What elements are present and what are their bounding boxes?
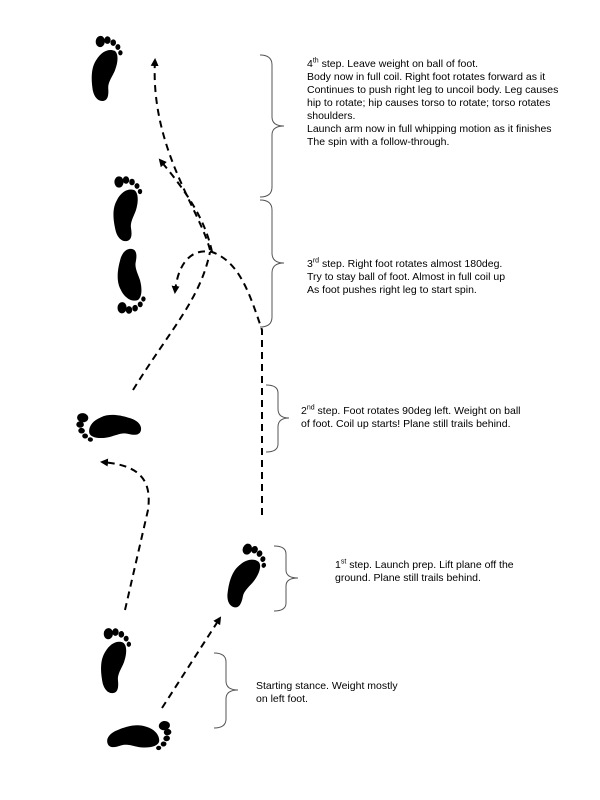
step-4-line [307,97,558,110]
step-4-line [307,58,558,71]
step-4-line [307,84,558,97]
note-step-3 [307,258,505,297]
step-3-line-text: Try to stay ball of foot. Almost in full coil up [307,271,506,283]
step-4-line-text: Body now in full coil. Right foot rotates forward as it [307,71,546,83]
step-1-line [335,559,514,572]
step-2-ordinal-suffix: nd [306,404,315,412]
left-foot-start-4th-icon [90,35,124,102]
brace-step-4 [260,55,284,197]
left-foot-3rd-icon [113,176,142,241]
step-3-step-number: 3 [307,258,313,270]
step-4-line [307,136,558,149]
step-2-line [301,405,521,418]
path-1st-to-3rd [175,251,262,515]
right-foot-start-icon [105,719,174,759]
right-foot-2nd-icon [75,412,142,446]
step-4-line [307,123,558,136]
step-3-line [307,284,505,297]
note-step-2 [301,405,521,431]
step-3-line [307,271,505,284]
right-foot-3rd-rotated-icon [116,248,147,314]
step-1-step-number: 1 [335,559,341,571]
step-2-line [301,418,521,431]
step-4-line [307,110,558,123]
path-2nd-to-3rd [133,252,210,390]
step-4-line-text: hip to rotate; hip causes torso to rotate; torso rotates [307,97,551,109]
brace-starting-stance [214,653,238,728]
step-2-line-text: step. Foot rotates 90deg left. Weight on ball [314,405,521,417]
step-4-line-text: Launch arm now in full whipping motion as it finishes [307,123,552,135]
step-1-line-text: ground. Plane still trails behind. [335,572,481,584]
step-4-ordinal-suffix: th [312,57,319,65]
step-1-ordinal-suffix: st [340,558,347,566]
note-step-4 [307,58,558,149]
step-1-line [335,572,514,585]
note-starting-stance [256,680,398,706]
left-foot-start-icon [100,628,132,694]
brace-step-1 [274,546,298,611]
step-3-line [307,258,505,271]
step-4-line-text: shoulders. [307,110,356,122]
starting-stance-line [256,693,398,706]
starting-stance-line-text: Starting stance. Weight mostly [256,680,398,692]
step-2-line-text: of foot. Coil up starts! Plane still trails behind. [301,418,511,430]
step-4-step-number: 4 [307,58,313,70]
note-step-1 [335,559,514,585]
step-3-line-text: As foot pushes right leg to start spin. [307,284,477,296]
step-4-line-text: The spin with a follow-through. [307,136,450,148]
brace-step-3 [260,200,284,327]
step-3-line-text: step. Right foot rotates almost 180deg. [319,258,503,270]
starting-stance-line-text: on left foot. [256,693,308,705]
brace-step-2 [266,385,289,452]
path-3rd-loop [160,160,212,252]
step-1-line-text: step. Launch prep. Lift plane off the [346,559,514,571]
path-to-4th [155,60,210,250]
step-3-ordinal-suffix: rd [312,257,320,265]
step-2-step-number: 2 [301,405,307,417]
step-4-line-text: Continues to push right leg to uncoil body. Leg causes [307,84,559,96]
step-4-line-text: step. Leave weight on ball of foot. [318,58,479,70]
starting-stance-line [256,680,398,693]
right-foot-1st-icon [222,542,271,613]
path-start-to-2nd [102,462,149,610]
step-4-line [307,71,558,84]
path-start-to-1st [162,618,220,708]
